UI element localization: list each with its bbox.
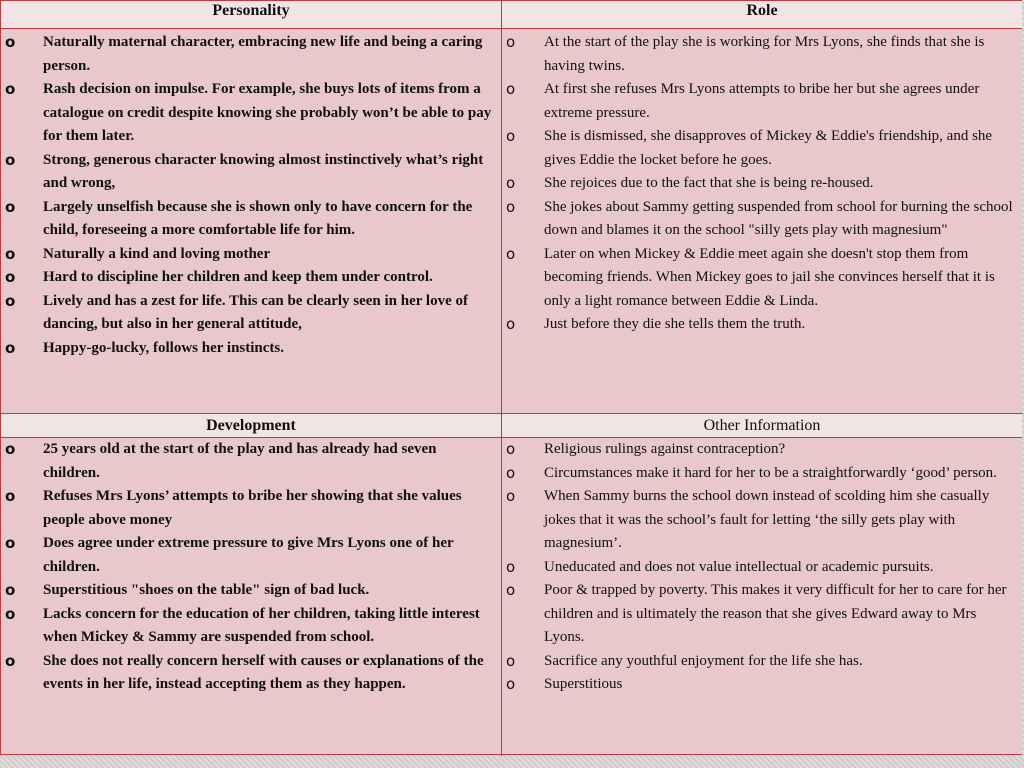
list-item — [502, 196, 1022, 243]
bullet-icon: o — [506, 197, 516, 216]
list-item — [1, 603, 501, 650]
column-divider — [501, 1, 502, 756]
list-item — [1, 650, 501, 697]
development-cell — [1, 438, 501, 754]
list-item — [502, 125, 1022, 172]
list-item — [502, 556, 1022, 580]
bullet-icon: o — [5, 604, 16, 623]
list-item-text: At first she refuses Mrs Lyons attempts to bribe her but she agrees under extreme pressure. — [544, 81, 980, 121]
bullet-icon: o — [5, 440, 16, 458]
list-item-text: Strong, generous character knowing almost instinctively what’s right and wrong, — [43, 151, 484, 191]
bullet-icon: o — [5, 487, 16, 505]
list-item — [1, 196, 501, 243]
list-item — [502, 31, 1022, 78]
bullet-icon: o — [506, 651, 516, 670]
bullet-icon: o — [506, 487, 516, 505]
list-item — [1, 579, 501, 603]
bullet-icon: o — [506, 557, 516, 576]
list-item-text: Religious rulings against contraception? — [544, 441, 786, 457]
development-list — [1, 438, 501, 697]
list-item-text: Rash decision on impulse. For example, she buys lots of items from a catalogue on credit despite knowing she probably won’t be able to pay for them later. — [43, 81, 492, 144]
bullet-icon: o — [506, 675, 516, 693]
personality-cell — [1, 29, 501, 413]
list-item-text: Later on when Mickey & Eddie meet again she doesn't stop them from becoming friends. When Mickey goes to jail she convinces herself that it is only a light romance between Eddie & Linda. — [544, 245, 995, 309]
role-cell — [502, 29, 1022, 413]
list-item-text: When Sammy burns the school down instead of scolding him she casually jokes that it was the school’s fault for letting ‘the silly gets play with magnesium’. — [544, 488, 990, 551]
bullet-icon: o — [506, 440, 516, 458]
bullet-icon: o — [506, 174, 516, 192]
other-information-cell — [502, 438, 1022, 754]
development-header: Development — [1, 414, 501, 438]
list-item-text: Circumstances make it hard for her to be a straightforwardly ‘good’ person. — [544, 464, 997, 481]
list-item — [1, 532, 501, 579]
row-divider — [1, 413, 1023, 414]
role-list — [502, 31, 1022, 337]
bullet-icon: o — [5, 33, 16, 51]
bullet-icon: o — [5, 534, 16, 552]
list-item-text: Just before they die she tells them the truth. — [544, 316, 806, 332]
list-item — [502, 78, 1022, 125]
list-item — [1, 149, 501, 196]
list-item-text: She jokes about Sammy getting suspended from school for burning the school down and blames it on the school "silly gets play with magnesium" — [544, 198, 1013, 238]
bullet-icon: o — [5, 197, 16, 216]
bullet-icon: o — [5, 244, 16, 263]
bullet-icon: o — [5, 80, 16, 98]
list-item-text: Superstitious "shoes on the table" sign of bad luck. — [43, 582, 370, 598]
list-item — [502, 438, 1022, 462]
bullet-icon: o — [506, 315, 516, 333]
list-item — [1, 290, 501, 337]
list-item-text: Poor & trapped by poverty. This makes it very difficult for her to care for her children and is ultimately the reason that she gives Edward away to Mrs Lyons. — [544, 582, 1007, 645]
list-item-text: Happy-go-lucky, follows her instincts. — [43, 339, 285, 356]
list-item-text: Largely unselfish because she is shown only to have concern for the child, foreseeing a more comfortable life for him. — [43, 198, 473, 238]
list-item — [1, 243, 501, 267]
list-item-text: Hard to discipline her children and keep them under control. — [43, 269, 433, 285]
list-item — [1, 266, 501, 290]
bullet-icon: o — [5, 150, 16, 169]
bullet-icon: o — [5, 581, 16, 599]
list-item — [1, 31, 501, 78]
bullet-icon: o — [5, 651, 16, 670]
bullet-icon: o — [5, 338, 16, 357]
other-information-list — [502, 438, 1022, 697]
bullet-icon: o — [5, 268, 16, 286]
list-item — [502, 650, 1022, 674]
bullet-icon: o — [506, 127, 516, 145]
list-item — [1, 78, 501, 149]
list-item — [502, 172, 1022, 196]
list-item-text: Naturally maternal character, embracing new life and being a caring person. — [43, 34, 483, 74]
list-item — [502, 462, 1022, 486]
list-item — [502, 579, 1022, 650]
list-item — [1, 485, 501, 532]
bullet-icon: o — [506, 80, 516, 98]
list-item-text: Naturally a kind and loving mother — [43, 245, 271, 262]
list-item — [502, 243, 1022, 314]
list-item-text: Refuses Mrs Lyons’ attempts to bribe her showing that she values people above money — [43, 488, 462, 528]
bullet-icon: o — [506, 581, 516, 599]
bullet-icon: o — [506, 33, 516, 51]
list-item-text: Does agree under extreme pressure to give Mrs Lyons one of her children. — [43, 535, 454, 575]
personality-list — [1, 31, 501, 360]
list-item-text: She does not really concern herself with causes or explanations of the events in her life, instead accepting them as they happen. — [43, 652, 484, 692]
bullet-icon: o — [506, 244, 516, 263]
list-item-text: Uneducated and does not value intellectual or academic pursuits. — [544, 558, 934, 575]
list-item-text: Sacrifice any youthful enjoyment for the life she has. — [544, 652, 863, 669]
list-item-text: At the start of the play she is working for Mrs Lyons, she finds that she is having twins. — [544, 34, 985, 74]
list-item-text: She rejoices due to the fact that she is being re-housed. — [544, 175, 874, 191]
list-item — [1, 438, 501, 485]
bullet-icon: o — [506, 463, 516, 482]
list-item-text: Lacks concern for the education of her children, taking little interest when Mickey & Sammy are suspended from school. — [43, 605, 480, 645]
personality-header: Personality — [1, 1, 501, 29]
list-item-text: Superstitious — [544, 676, 623, 692]
list-item — [1, 337, 501, 361]
list-item — [502, 673, 1022, 697]
list-item-text: 25 years old at the start of the play and has already had seven children. — [43, 441, 437, 481]
list-item — [502, 485, 1022, 556]
list-item-text: She is dismissed, she disapproves of Mickey & Eddie's friendship, and she gives Eddie the locket before he goes. — [544, 128, 993, 168]
list-item-text: Lively and has a zest for life. This can be clearly seen in her love of dancing, but also in her general attitude, — [43, 292, 468, 332]
other-information-header: Other Information — [502, 414, 1022, 438]
role-header: Role — [502, 1, 1022, 29]
list-item — [502, 313, 1022, 337]
bullet-icon: o — [5, 291, 16, 310]
